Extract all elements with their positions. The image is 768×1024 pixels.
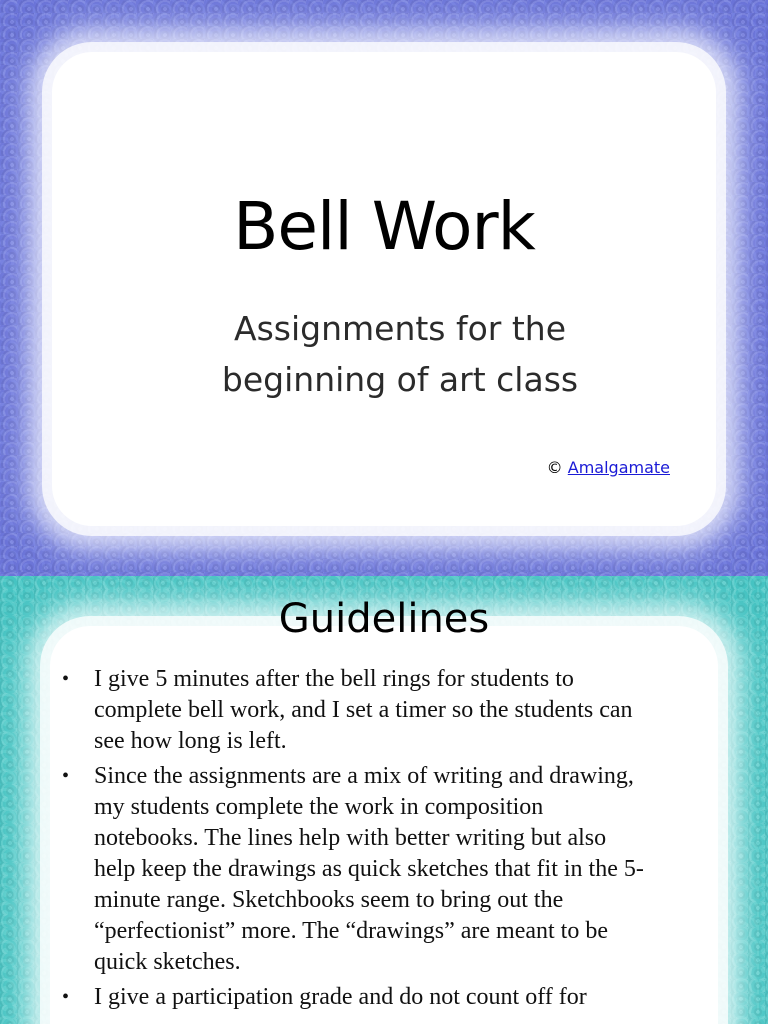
list-item [58, 761, 688, 978]
list-item-line: notebooks. The lines help with better writing but also [94, 825, 607, 851]
subtitle-line-1: Assignments for the [234, 309, 566, 348]
list-item-line: I give 5 minutes after the bell rings for students to [94, 666, 574, 692]
list-item-line: see how long is left. [94, 728, 287, 754]
list-item-line: I give a participation grade and do not count off for [94, 984, 587, 1010]
credit-link[interactable]: Amalgamate [567, 458, 670, 477]
bullet-dot-icon: • [62, 765, 70, 787]
slide-subtitle [180, 303, 620, 405]
bullet-dot-icon: • [62, 986, 70, 1008]
subtitle-line-2: beginning of art class [221, 360, 579, 399]
guidelines-heading: Guidelines [278, 596, 490, 642]
list-item-line: my students complete the work in composition [94, 794, 544, 820]
list-item [58, 982, 688, 1013]
bullet-dot-icon: • [62, 668, 70, 690]
guidelines-list [58, 664, 688, 1017]
list-item [58, 664, 688, 757]
list-item-line: quick sketches. [94, 949, 241, 975]
copyright-symbol: © [546, 458, 563, 477]
title-slide-panel [52, 52, 716, 526]
list-item-line: help keep the drawings as quick sketches that fit in the 5- [94, 856, 644, 882]
list-item-line: Since the assignments are a mix of writing and drawing, [94, 763, 634, 789]
list-item-line: complete bell work, and I set a timer so the students can [94, 697, 633, 723]
list-item-line: “perfectionist” more. The “drawings” are meant to be [94, 918, 608, 944]
list-item-line: minute range. Sketchbooks seem to bring out the [94, 887, 564, 913]
slide-title: Bell Work [233, 188, 535, 265]
credit-line [547, 458, 670, 477]
